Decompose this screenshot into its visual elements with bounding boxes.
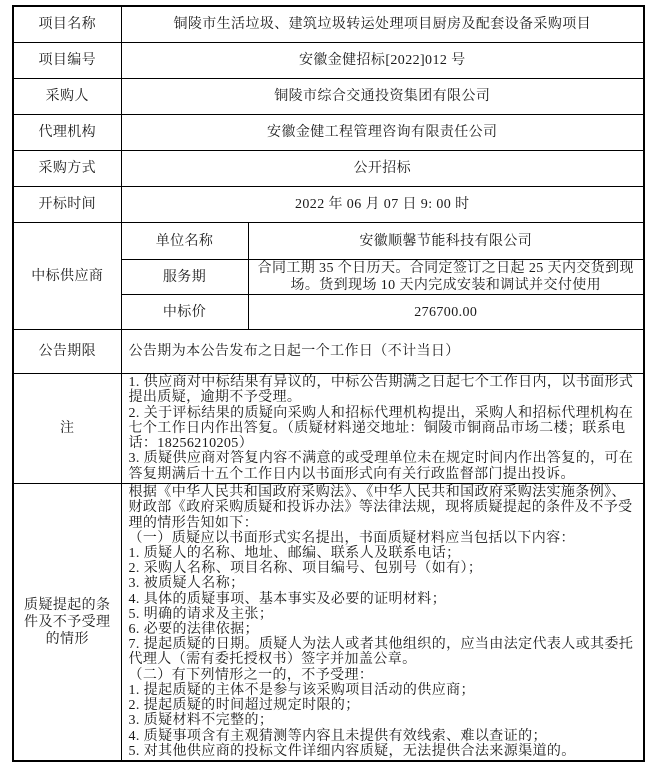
row-purchaser: [13, 79, 644, 115]
bid-opening-time-value: 2022 年 06 月 07 日 9: 00 时: [121, 187, 644, 223]
winner-label: 中标供应商: [13, 223, 121, 330]
row-project-name: [13, 6, 644, 43]
row-winner-company: [13, 223, 644, 260]
note-line-1: 1. 供应商对中标结果有异议的，中标公告期满之日起七个工作日内，以书面形式提出质疑，逾期不予受理。: [128, 375, 634, 406]
procurement-method-value: 公开招标: [121, 151, 644, 187]
conditions-line-15: 5. 对其他供应商的投标文件详细内容质疑，无法提供合法来源渠道的。: [128, 743, 576, 759]
agency-value: 安徽金健工程管理咨询有限责任公司: [121, 115, 644, 151]
procurement-method-label: 采购方式: [13, 151, 121, 187]
objection-conditions-label: 质疑提起的条件及不予受理的情形: [13, 484, 121, 762]
award-announcement-table: [12, 5, 645, 762]
conditions-line-7: 5. 明确的请求及主张；: [128, 606, 274, 622]
row-objection-conditions: [13, 484, 644, 762]
note-line-3: 3. 质疑供应商对答复内容不满意的或受理单位未在规定时间内作出答复的，可在答复期满后十五个工作日内以书面形式向有关行政监督部门提出投诉。: [128, 451, 634, 482]
winner-company-value: 安徽顺馨节能科技有限公司: [248, 223, 644, 260]
note-label: 注: [13, 374, 121, 484]
conditions-line-13: 3. 质疑材料不完整的；: [128, 713, 274, 729]
conditions-line-2: （一）质疑应以书面形式实名提出，书面质疑材料应当包括以下内容：: [128, 530, 575, 546]
row-procurement-method: [13, 151, 644, 187]
project-name-value: 铜陵市生活垃圾、建筑垃圾转运处理项目厨房及配套设备采购项目: [121, 6, 644, 43]
conditions-line-10: （二）有下列情形之一的，不予受理：: [128, 667, 374, 683]
row-announcement-period: [13, 330, 644, 374]
row-project-number: [13, 43, 644, 79]
project-name-label: 项目名称: [13, 6, 121, 43]
service-period-label: 服务期: [121, 260, 248, 295]
row-bid-opening-time: [13, 187, 644, 223]
conditions-line-8: 6. 必要的法律依据；: [128, 622, 259, 638]
winning-price-label: 中标价: [121, 295, 248, 330]
conditions-line-4: 2. 采购人名称、项目名称、项目编号、包别号（如有）；: [128, 561, 483, 577]
conditions-line-12: 2. 提起质疑的时间超过规定时限的；: [128, 698, 360, 714]
row-note: [13, 374, 644, 484]
conditions-line-3: 1. 质疑人的名称、地址、邮编、联系人及联系电话；: [128, 546, 461, 562]
project-number-value: 安徽金健招标[2022]012 号: [121, 43, 644, 79]
conditions-line-9: 7. 提起质疑的日期。质疑人为法人或者其他组织的，应当由法定代表人或其委托代理人（需有委托授权书）签字并加盖公章。: [128, 637, 634, 668]
conditions-line-6: 4. 具体的质疑事项、基本事实及必要的证明材料；: [128, 591, 447, 607]
conditions-line-5: 3. 被质疑人名称；: [128, 576, 245, 592]
conditions-line-14: 4. 质疑事项含有主观猜测等内容且未提供有效线索、难以查证的；: [128, 728, 547, 744]
note-content: [121, 374, 644, 484]
conditions-line-1: 根据《中华人民共和国政府采购法》、《中华人民共和国政府采购法实施条例》、财政部《政府采购质疑和投诉办法》等法律法规，现将质疑提起的条件及不予受理的情形告知如下：: [128, 485, 633, 531]
note-line-2: 2. 关于评标结果的质疑向采购人和招标代理机构提出，采购人和招标代理机构在七个工作日内作出答复。（质疑材料递交地址：铜陵市铜商品市场二楼；联系电话：18256210205）: [128, 405, 634, 452]
announcement-period-value: 公告期为本公告发布之日起一个工作日（不计当日）: [121, 330, 644, 374]
row-agency: [13, 115, 644, 151]
winner-company-label: 单位名称: [121, 223, 248, 260]
agency-label: 代理机构: [13, 115, 121, 151]
winning-price-value: 276700.00: [248, 295, 644, 330]
purchaser-value: 铜陵市综合交通投资集团有限公司: [121, 79, 644, 115]
service-period-value: 合同工期 35 个日历天。合同定签订之日起 25 天内交货到现场。货到现场 10 天内完成安装和调试并交付使用: [248, 260, 644, 295]
announcement-period-label: 公告期限: [13, 330, 121, 374]
purchaser-label: 采购人: [13, 79, 121, 115]
conditions-line-11: 1. 提起质疑的主体不是参与该采购项目活动的供应商；: [128, 682, 475, 698]
project-number-label: 项目编号: [13, 43, 121, 79]
bid-opening-time-label: 开标时间: [13, 187, 121, 223]
objection-conditions-content: [121, 484, 644, 762]
